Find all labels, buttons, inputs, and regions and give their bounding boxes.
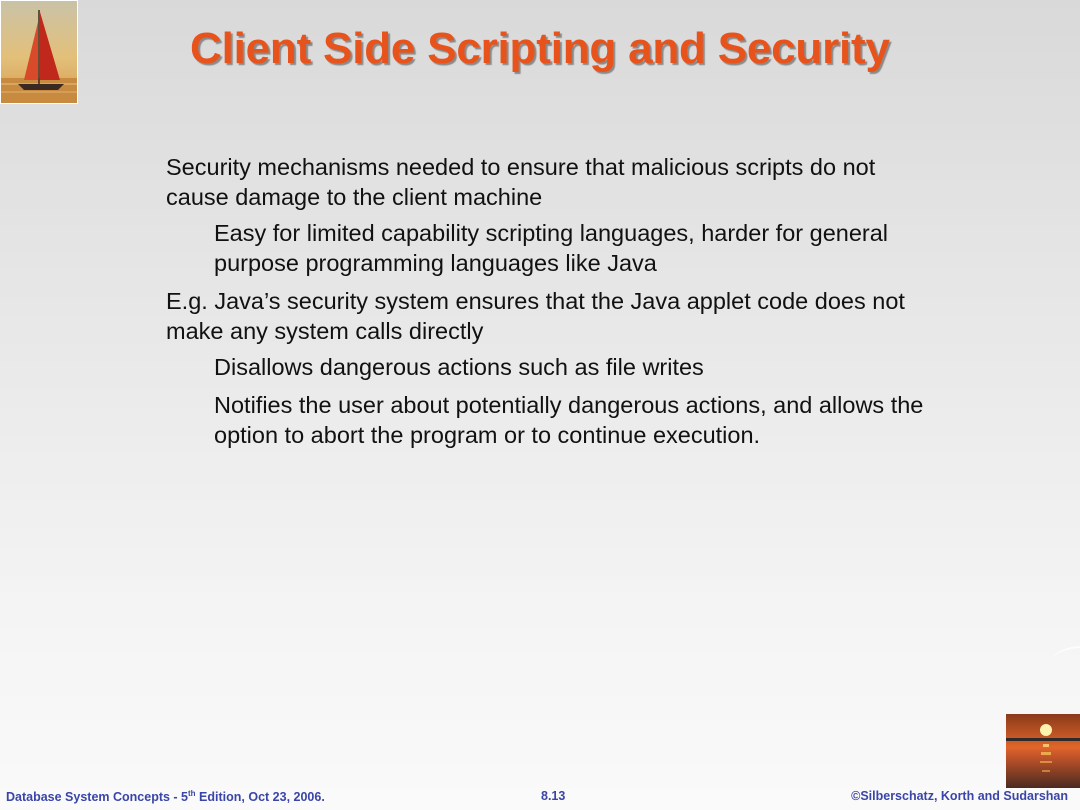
sunset-logo-icon <box>1006 714 1080 788</box>
slide-title: Client Side Scripting and Security <box>190 24 890 73</box>
sub-bullet-item: Disallows dangerous actions such as file writes <box>214 354 704 380</box>
sailboat-logo-icon <box>0 0 78 104</box>
sub-bullet-item: Notifies the user about potentially dangerous actions, and allows the option to abort the program or to continue execution. <box>214 392 924 448</box>
bullet-item: E.g. Java’s security system ensures that the Java applet code does not make any system calls directly <box>166 288 905 344</box>
footer-copyright: ©Silberschatz, Korth and Sudarshan <box>851 789 1068 803</box>
sub-bullet-item: Easy for limited capability scripting languages, harder for general purpose programming languages like Java <box>214 220 889 276</box>
bullet-list <box>166 152 926 458</box>
footer-page-number: 8.13 <box>541 789 566 803</box>
bullet-item: Security mechanisms needed to ensure that malicious scripts do not cause damage to the client machine <box>166 154 876 210</box>
slide-footer <box>0 786 1080 806</box>
decorative-arc <box>1052 646 1080 678</box>
footer-book-info: Database System Concepts - 5th Edition, Oct 23, 2006. <box>6 789 325 804</box>
